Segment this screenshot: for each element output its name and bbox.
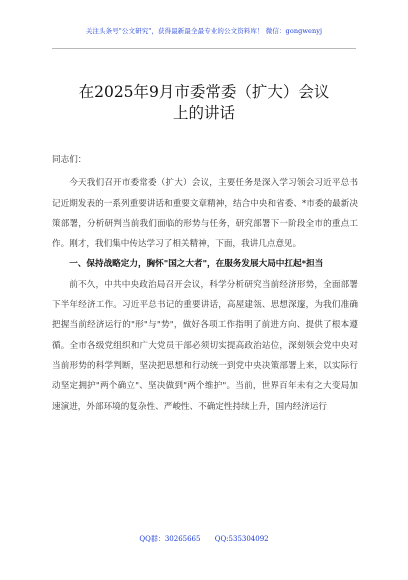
title-line-1: 在2025年9月市委常委（扩大）会议 — [78, 83, 330, 101]
salutation: 同志们： — [52, 155, 87, 165]
paragraph-body-1: 前不久，中共中央政治局召开会议，科学分析研究当前经济形势，全面部署下半年经济工作。习近平总书记的重要讲话，高屋建瓴、思想深邃，为我们准确把握当前经济运行的"形"与"势"，做好各项工作指明了前进方向、提供了根本遵循。全市各级党组织和广大党员干部必须切实提高政治站位，深刻领会党中央对当前形势的科学判断，坚决把思想和行动统一到党中央决策部署上来，以实际行动坚定拥护"两个确立"、坚决做到"两个维护"。当前，世界百年未有之大变局加速演进，外部环境的复杂性、严峻性、不确定性持续上升，国内经济运行 — [52, 279, 358, 412]
footer-qq-group: QQ群：30265665 — [139, 535, 201, 543]
title-line-2: 上的讲话 — [172, 104, 235, 122]
footer-contacts — [0, 534, 408, 544]
section-heading-1: 一、保持战略定力，胸怀"国之大者"，在服务发展大局中扛起*担当 — [69, 259, 324, 270]
header-divider — [52, 48, 356, 49]
document-title — [52, 82, 356, 124]
header-note: 关注头条号"公文研究"，获得最新最全最专业的公文资料库！ 微信：gongwenyj — [85, 27, 323, 35]
footer-qq: QQ:535304092 — [214, 535, 269, 543]
document-body — [52, 150, 358, 417]
paragraph-intro: 今天我们召开市委常委（扩大）会议，主要任务是深入学习领会习近平总书记近期发表的一系列重要讲话和重要文章精神，结合中央和省委、*市委的最新决策部署，分析研判当前我们面临的形势与任务，研究部署下一阶段全市的重点工作。刚才，我们集中传达学习了相关精神，下面，我讲几点意见。 — [52, 178, 358, 250]
